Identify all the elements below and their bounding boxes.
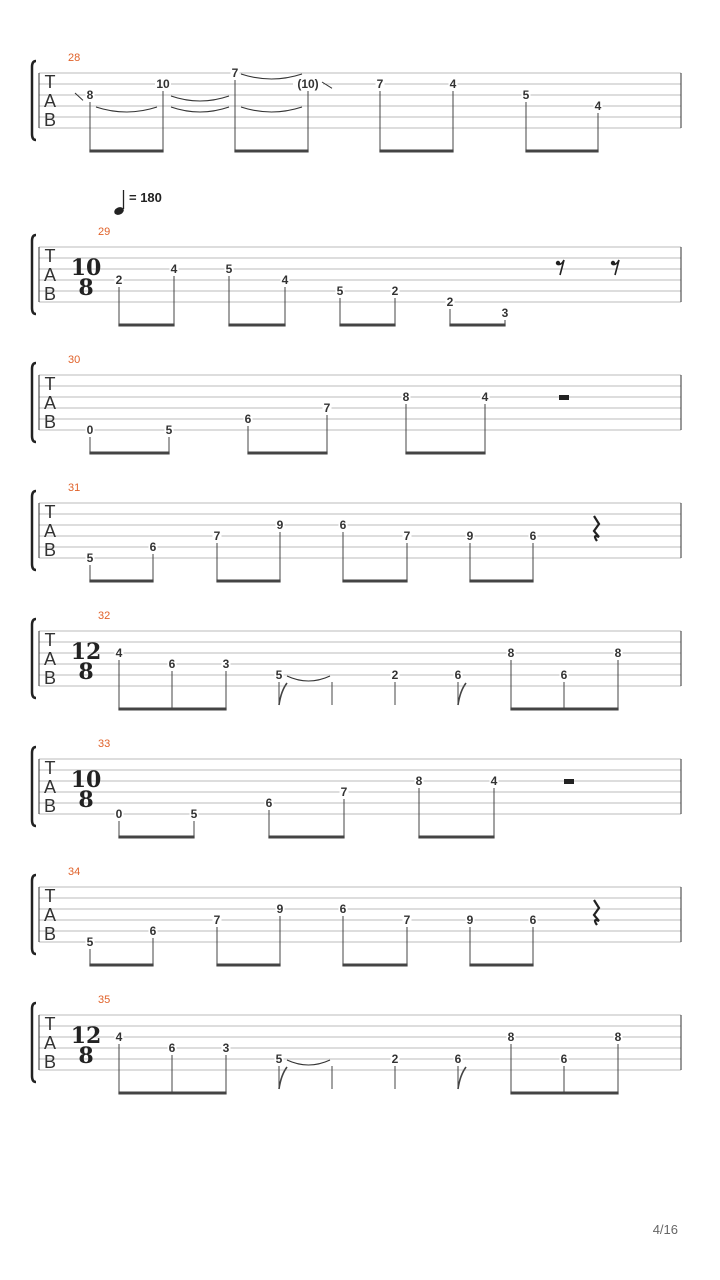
tab-clef-letter: T <box>44 1014 56 1034</box>
fret-number: 5 <box>522 88 530 102</box>
tab-clef-letter: B <box>43 110 57 130</box>
fret-number: 5 <box>165 423 173 437</box>
measure-number: 29 <box>98 226 111 238</box>
time-signature-top: 12 <box>70 639 102 665</box>
tab-clef-letter: T <box>44 502 56 522</box>
tab-clef-letter: T <box>44 630 56 650</box>
fret-number: 6 <box>454 1052 462 1066</box>
tie-arc <box>287 676 330 681</box>
tempo-marking <box>113 190 162 216</box>
tab-system-29 <box>32 226 681 325</box>
system-bracket <box>32 491 36 570</box>
fret-number: 6 <box>454 668 462 682</box>
fret-number: 7 <box>403 913 411 927</box>
fret-number: 9 <box>466 529 474 543</box>
tab-clef-letter: B <box>43 796 57 816</box>
fret-number: 8 <box>507 646 515 660</box>
tab-clef-letter: B <box>43 668 57 688</box>
measure-number: 32 <box>98 610 111 622</box>
fret-number: 6 <box>560 668 568 682</box>
fret-number: 8 <box>402 390 410 404</box>
fret-number: 7 <box>403 529 411 543</box>
fret-number: 4 <box>481 390 489 404</box>
tie-arc <box>241 74 302 79</box>
tab-clef-letter: A <box>43 393 57 413</box>
fret-number: 8 <box>614 646 622 660</box>
tab-clef-letter: T <box>44 374 56 394</box>
fret-number: 5 <box>336 284 344 298</box>
tab-system-31 <box>32 482 681 581</box>
fret-number: 4 <box>449 77 457 91</box>
fret-number: 2 <box>446 295 454 309</box>
tab-system-32 <box>32 610 681 709</box>
time-signature-bottom: 8 <box>78 659 94 685</box>
fret-number: 7 <box>213 913 221 927</box>
fret-number: 2 <box>115 273 123 287</box>
tempo-value: = 180 <box>129 190 162 205</box>
system-bracket <box>32 747 36 826</box>
measure-number: 28 <box>68 52 81 64</box>
tab-clef-letter: A <box>43 777 57 797</box>
tab-system-28 <box>32 52 681 151</box>
tab-clef-letter: B <box>43 412 57 432</box>
fret-number: 8 <box>415 774 423 788</box>
fret-number: 7 <box>213 529 221 543</box>
fret-number: 6 <box>339 518 347 532</box>
tie-arc <box>287 1060 330 1065</box>
tab-system-34 <box>32 866 681 965</box>
fret-number: 6 <box>244 412 252 426</box>
tab-clef-letter: T <box>44 246 56 266</box>
system-bracket <box>32 1003 36 1082</box>
fret-number: 5 <box>86 935 94 949</box>
measure-number: 34 <box>68 866 81 878</box>
time-signature-top: 10 <box>70 255 102 281</box>
system-bracket <box>32 619 36 698</box>
system-bracket <box>32 235 36 314</box>
fret-number: 6 <box>168 657 176 671</box>
fret-number: 2 <box>391 284 399 298</box>
fret-number: 7 <box>376 77 384 91</box>
fret-number: 2 <box>391 668 399 682</box>
half-rest <box>564 779 574 784</box>
time-signature-bottom: 8 <box>78 1043 94 1069</box>
time-signature-top: 10 <box>70 767 102 793</box>
tab-clef-letter: B <box>43 540 57 560</box>
fret-number: 0 <box>86 423 94 437</box>
tab-clef-letter: A <box>43 521 57 541</box>
system-bracket <box>32 61 36 140</box>
fret-number: 4 <box>115 646 123 660</box>
tie-arc <box>171 107 229 112</box>
fret-number: 7 <box>231 66 239 80</box>
fret-number: 6 <box>529 913 537 927</box>
fret-number: 8 <box>614 1030 622 1044</box>
measure-number: 30 <box>68 354 81 366</box>
tie-arc <box>96 107 157 112</box>
fret-number: 6 <box>529 529 537 543</box>
tab-system-30 <box>32 354 681 453</box>
fret-number: 2 <box>391 1052 399 1066</box>
fret-number: 10 <box>156 77 170 91</box>
tab-clef-letter: B <box>43 1052 57 1072</box>
system-bracket <box>32 363 36 442</box>
fret-number: 9 <box>466 913 474 927</box>
tab-system-33 <box>32 738 681 837</box>
fret-number: 4 <box>170 262 178 276</box>
fret-number: 7 <box>340 785 348 799</box>
tab-clef-letter: A <box>43 91 57 111</box>
time-signature-top: 12 <box>70 1023 102 1049</box>
fret-number: 5 <box>86 551 94 565</box>
time-signature-bottom: 8 <box>78 787 94 813</box>
fret-number: 9 <box>276 902 284 916</box>
fret-number: 6 <box>168 1041 176 1055</box>
measure-number: 35 <box>98 994 111 1006</box>
fret-number: 9 <box>276 518 284 532</box>
quarter-rest <box>594 516 599 541</box>
fret-number: 8 <box>86 88 94 102</box>
slide-line <box>322 82 332 88</box>
tab-system-35 <box>32 994 681 1093</box>
tab-clef-letter: T <box>44 758 56 778</box>
fret-number: 6 <box>560 1052 568 1066</box>
fret-number: 6 <box>339 902 347 916</box>
half-rest <box>559 395 569 400</box>
fret-number: 5 <box>190 807 198 821</box>
slide-line <box>75 93 83 100</box>
fret-number: 3 <box>222 657 230 671</box>
fret-number: 4 <box>281 273 289 287</box>
fret-number: (10) <box>297 77 319 91</box>
tab-clef-letter: T <box>44 886 56 906</box>
fret-number: 4 <box>490 774 498 788</box>
tab-clef-letter: B <box>43 924 57 944</box>
tab-clef-letter: A <box>43 1033 57 1053</box>
fret-number: 5 <box>225 262 233 276</box>
tab-clef-letter: A <box>43 265 57 285</box>
fret-number: 5 <box>275 668 283 682</box>
fret-number: 6 <box>265 796 273 810</box>
measure-number: 31 <box>68 482 81 494</box>
fret-number: 8 <box>507 1030 515 1044</box>
system-bracket <box>32 875 36 954</box>
tie-arc <box>241 107 302 112</box>
fret-number: 4 <box>594 99 602 113</box>
measure-number: 33 <box>98 738 111 750</box>
quarter-rest <box>594 900 599 925</box>
tab-clef-letter: A <box>43 649 57 669</box>
fret-number: 5 <box>275 1052 283 1066</box>
page-number: 4/16 <box>652 1222 678 1237</box>
fret-number: 4 <box>115 1030 123 1044</box>
fret-number: 6 <box>149 540 157 554</box>
tab-clef-letter: T <box>44 72 56 92</box>
time-signature-bottom: 8 <box>78 275 94 301</box>
fret-number: 6 <box>149 924 157 938</box>
tab-clef-letter: A <box>43 905 57 925</box>
tab-clef-letter: B <box>43 284 57 304</box>
fret-number: 0 <box>115 807 123 821</box>
tie-arc <box>171 96 229 101</box>
fret-number: 7 <box>323 401 331 415</box>
fret-number: 3 <box>222 1041 230 1055</box>
fret-number: 3 <box>501 306 509 320</box>
